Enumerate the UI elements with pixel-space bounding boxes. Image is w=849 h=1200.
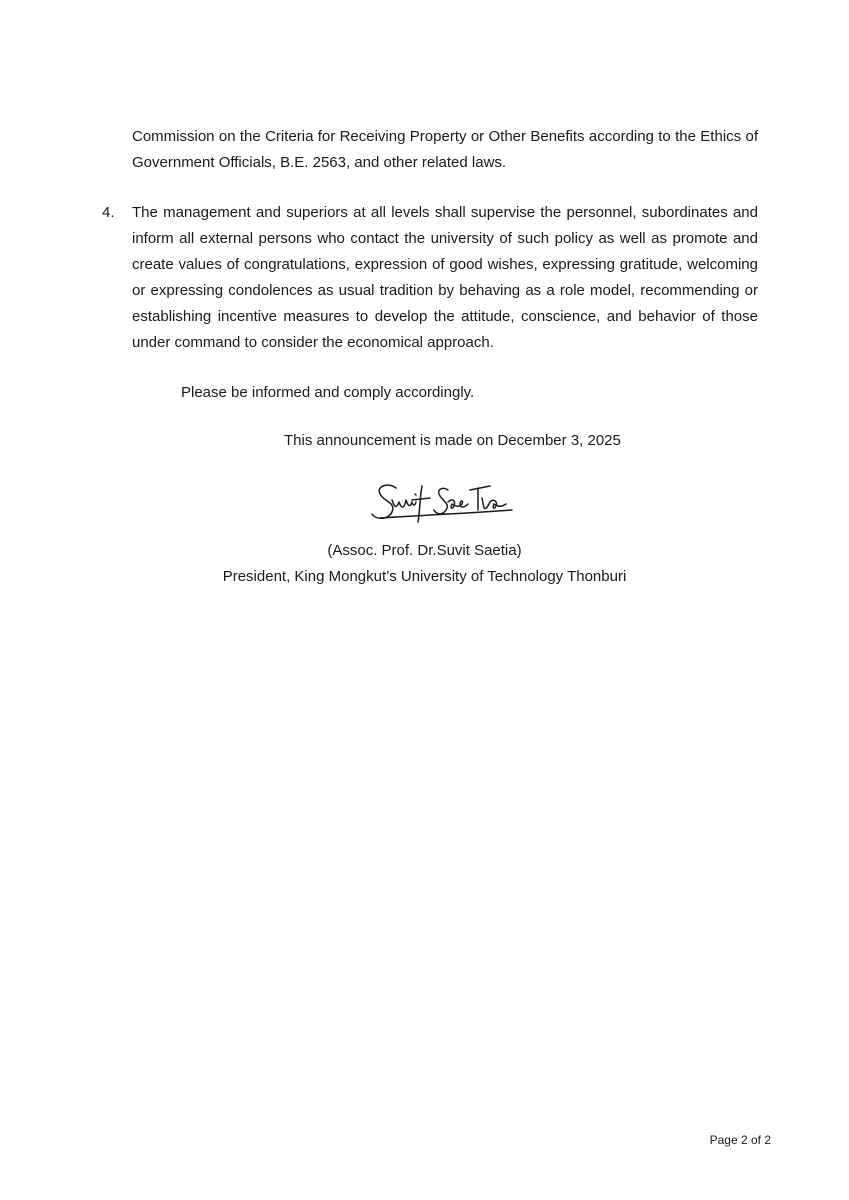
signatory-name: (Assoc. Prof. Dr.Suvit Saetia) — [327, 542, 522, 559]
continuation-paragraph: Commission on the Criteria for Receiving Property or Other Benefits according to the Ethics of Government Officials, B.E. 2563, and other related laws. — [132, 128, 758, 171]
handwritten-signature — [366, 476, 516, 528]
item-number: 4. — [102, 204, 115, 221]
item-4-paragraph: The management and superiors at all levels shall supervise the personnel, subordinates and inform all external persons who contact the university of such policy as well as promote and create values of congratulations, expression of good wishes, expressing gratitude, welcoming or expressing condolences as usual tradition by behaving as a role model, recommending or establishing incentive measures to develop the attitude, conscience, and behavior of those under command to consider the economical approach. — [132, 204, 758, 351]
signatory-title: President, King Mongkut’s University of Technology Thonburi — [222, 568, 627, 585]
closing-statement: Please be informed and comply accordingly. — [181, 384, 475, 401]
announcement-date: This announcement is made on December 3, 2025 — [284, 432, 621, 449]
page-number: Page 2 of 2 — [709, 1133, 771, 1147]
